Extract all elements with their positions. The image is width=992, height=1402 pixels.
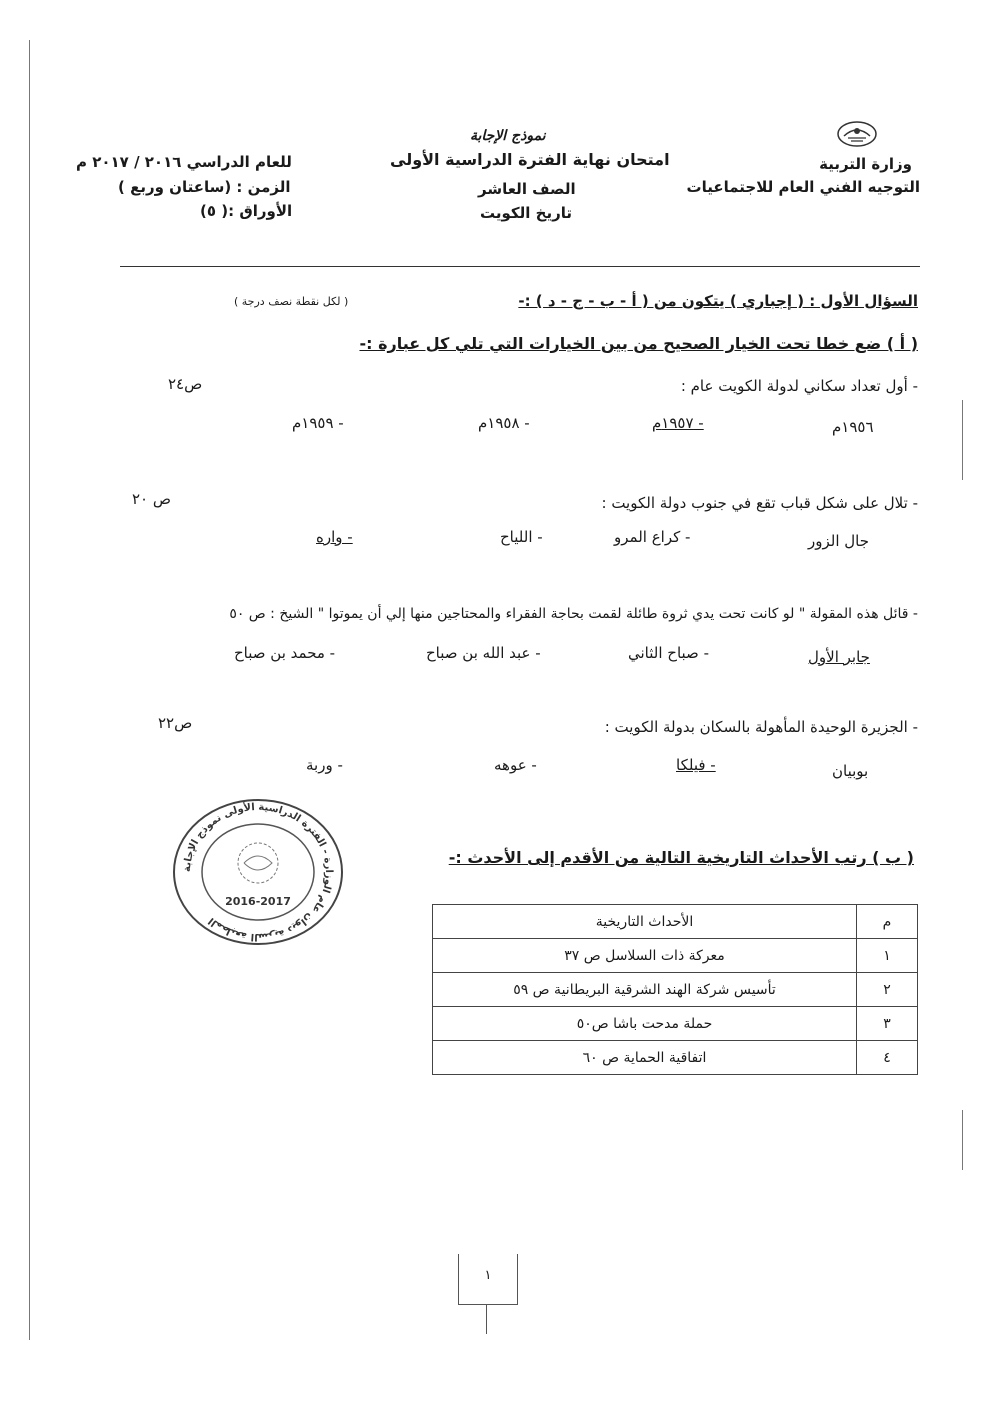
part-b-title: ( ب ) رتب الأحداث التاريخية التالية من الأقدم إلى الأحدث :- [448,848,914,867]
item-1-option-1: ١٩٥٦م [832,418,874,436]
row-event: حملة مدحت باشا ص٥٠ [433,1007,857,1041]
item-2-option-3: - اللياح [500,528,543,546]
question-1-title: السؤال الأول : ( إجباري ) يتكون من ( أ - ب - ج - د ) :- [518,292,918,310]
page-number: ١ [484,1268,492,1283]
col-header-events: الأحداث التاريخية [433,905,857,939]
question-1-note: ( لكل نقطة نصف درجة ) [234,295,349,308]
page-number-tick [486,1304,487,1334]
item-4-option-1: بوبيان [832,762,869,780]
header-divider [120,266,920,267]
item-1-option-3: - ١٩٥٨م [478,414,530,432]
item-2-ref: ص ٢٠ [132,490,172,508]
item-3-stem: - قائل هذه المقولة " لو كانت تحت يدي ثروة طائلة لقمت بحاجة الفقراء والمحتاجين منها إلي أن يموتوا " الشيخ : ص ٥٠ [229,606,918,622]
academic-year: للعام الدراسي ٢٠١٦ / ٢٠١٧ م [76,153,292,171]
table-row [433,939,918,973]
model-answer-label: نموذج الإجابة [470,128,546,144]
stamp-year: 2016-2017 [225,895,291,908]
col-header-number: م [857,905,918,939]
supervision-name: التوجيه الفني العام للاجتماعيات [686,178,920,196]
item-1-stem: - أول تعداد سكاني لدولة الكويت عام : [680,377,918,395]
table-header-row [433,905,918,939]
item-3-option-1: جابر الأول [808,648,870,666]
svg-text:المطبعة السرية ديوان عام الوزا [182,800,334,942]
item-2-option-4: - واره [316,528,353,546]
table-row [433,1007,918,1041]
part-a-title: ( أ ) ضع خطا تحت الخيار الصحيح من بين الخيارات التي تلي كل عبارة :- [359,334,918,353]
item-4-option-3: - عوهه [494,756,537,774]
row-number: ٣ [857,1007,918,1041]
exam-time: الزمن : (ساعتان وربع ) [118,178,291,196]
item-1-ref: ص٢٤ [168,375,203,393]
item-4-stem: - الجزيرة الوحيدة المأهولة بالسكان بدولة الكويت : [604,718,918,736]
item-2-stem: - تلال على شكل قباب تقع في جنوب دولة الكويت : [601,494,918,512]
row-number: ٢ [857,973,918,1007]
events-table [432,904,918,1075]
right-margin-line [962,400,963,480]
page-count: الأوراق :( ٥) [200,202,293,220]
item-4-ref: ص٢٢ [158,714,193,732]
left-margin-line [29,40,30,1340]
right-margin-line-2 [962,1110,963,1170]
grade-label: الصف العاشر [478,180,576,198]
item-3-option-4: - محمد بن صباح [234,644,336,662]
item-3-option-2: - صباح الثاني [628,644,709,662]
row-number: ١ [857,939,918,973]
ministry-emblem-icon [836,120,878,152]
row-number: ٤ [857,1041,918,1075]
table-row [433,1041,918,1075]
item-4-option-4: - وربة [306,756,343,774]
official-stamp [170,797,346,947]
item-2-option-1: جال الزور [808,532,870,550]
subject-label: تاريخ الكويت [480,204,572,222]
item-2-option-2: - كراع المرو [614,528,691,546]
page-number-box [458,1254,518,1305]
exam-title: امتحان نهاية الفترة الدراسية الأولى [390,150,670,169]
stamp-ring-text: المطبعة السرية ديوان عام الوزارة - الفترة الدراسية الأولى نموذج الإجابة [181,801,335,943]
row-event: تأسيس شركة الهند الشرقية البريطانية ص ٥٩ [433,973,857,1007]
row-event: معركة ذات السلاسل ص ٣٧ [433,939,857,973]
item-1-option-4: - ١٩٥٩م [292,414,344,432]
ministry-name: وزارة التربية [819,155,912,173]
item-1-option-2: - ١٩٥٧م [652,414,704,432]
table-row [433,973,918,1007]
item-3-option-3: - عبد الله بن صباح [426,644,541,662]
item-4-option-2: - فيلكا [676,756,716,774]
row-event: اتفاقية الحماية ص ٦٠ [433,1041,857,1075]
